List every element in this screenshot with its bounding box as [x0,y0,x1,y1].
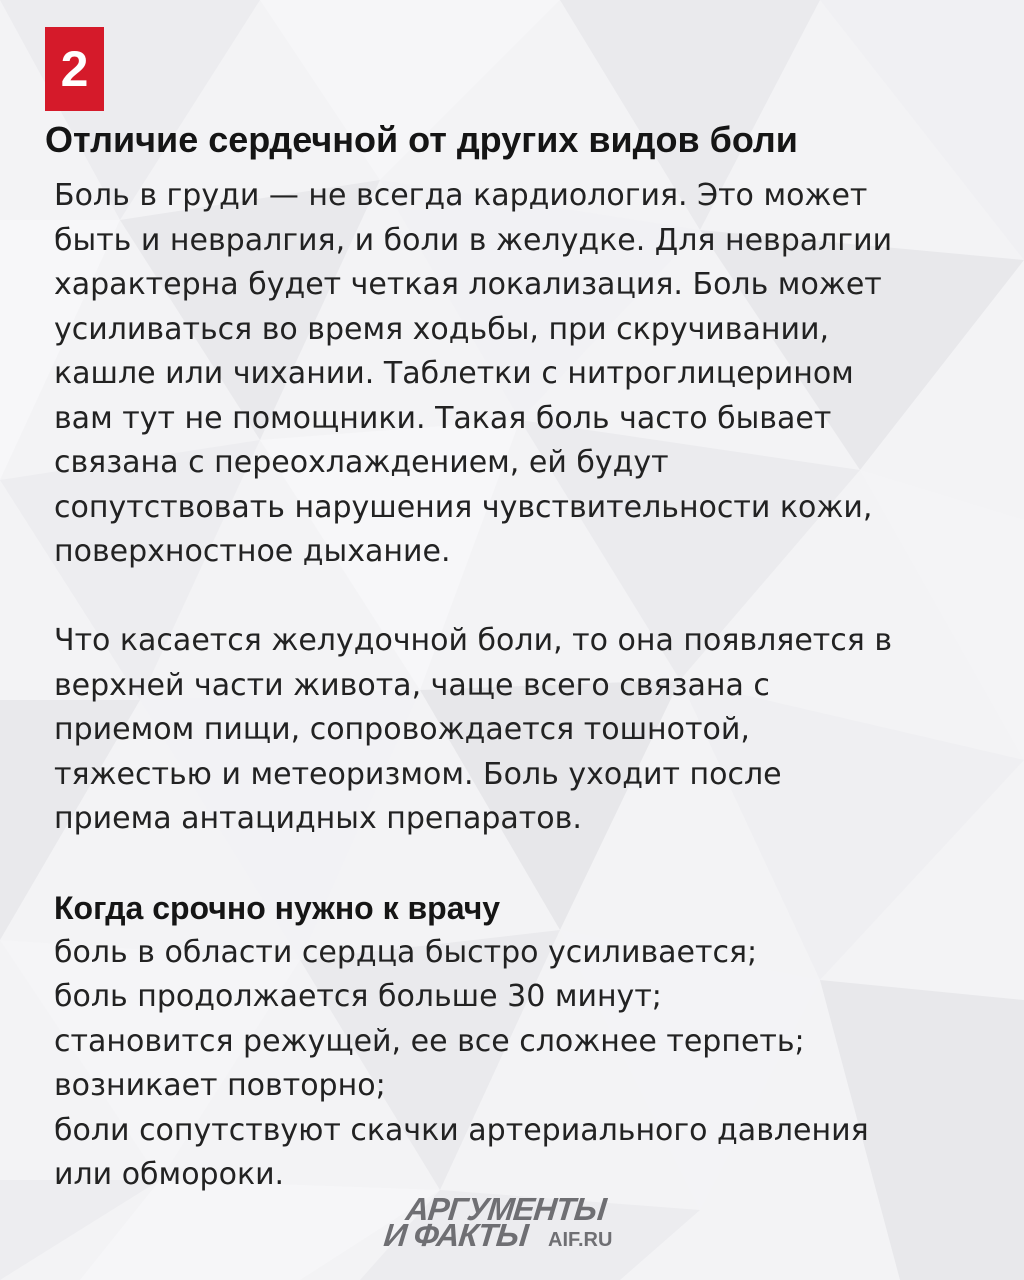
urgent-item: возникает повторно; [54,1068,386,1103]
text-line: приемом пищи, сопровождается тошнотой, [54,712,750,747]
urgent-item: боль в области сердца быстро усиливается; [54,934,758,970]
urgent-item: или обмороки. [54,1157,285,1192]
text-line: тяжестью и метеоризмом. Боль уходит после [54,756,782,792]
text-line: связана с переохлаждением, ей будут [54,445,669,480]
text-line: Что касается желудочной боли, то она появляется в [54,623,893,658]
urgent-heading: Когда срочно нужно к врачу [54,890,501,926]
text-line: сопутствовать нарушения чувствительности кожи, [54,489,873,525]
text-line: приема антацидных препаратов. [54,801,582,836]
urgent-section [54,886,1004,1198]
text-line: быть и невралгия, и боли в желудке. Для невралгии [54,222,893,258]
text-line: вам тут не помощники. Такая боль часто бывает [54,400,832,436]
logo-line-top: АРГУМЕНТЫ [404,1191,608,1227]
text-line: характерна будет четкая локализация. Боль может [54,267,882,302]
text-line: усиливаться во время ходьбы, при скручивании, [54,311,830,347]
logo-site: AIF.RU [548,1229,613,1251]
paragraph-stomach-pain [54,619,1004,842]
article-body [54,174,1004,1198]
paragraph-spacer [54,575,1004,620]
text-line: Боль в груди — не всегда кардиология. Это может [54,178,868,213]
section-number-badge: 2 [45,27,104,111]
paragraph-neuralgia [54,174,1004,575]
urgent-item: становится режущей, ее все сложнее терпеть; [54,1023,805,1059]
page-title: Отличие сердечной от других видов боли [45,119,798,160]
aif-logo [384,1192,644,1254]
logo-line-bottom: И ФАКТЫ [382,1217,530,1253]
urgent-item: боли сопутствуют скачки артериального давления [54,1112,869,1148]
urgent-item: боль продолжается больше 30 минут; [54,979,662,1014]
paragraph-spacer [54,842,1004,887]
text-line: поверхностное дыхание. [54,534,451,569]
text-line: кашле или чихании. Таблетки с нитроглицерином [54,356,854,391]
text-line: верхней части живота, чаще всего связана с [54,667,770,703]
